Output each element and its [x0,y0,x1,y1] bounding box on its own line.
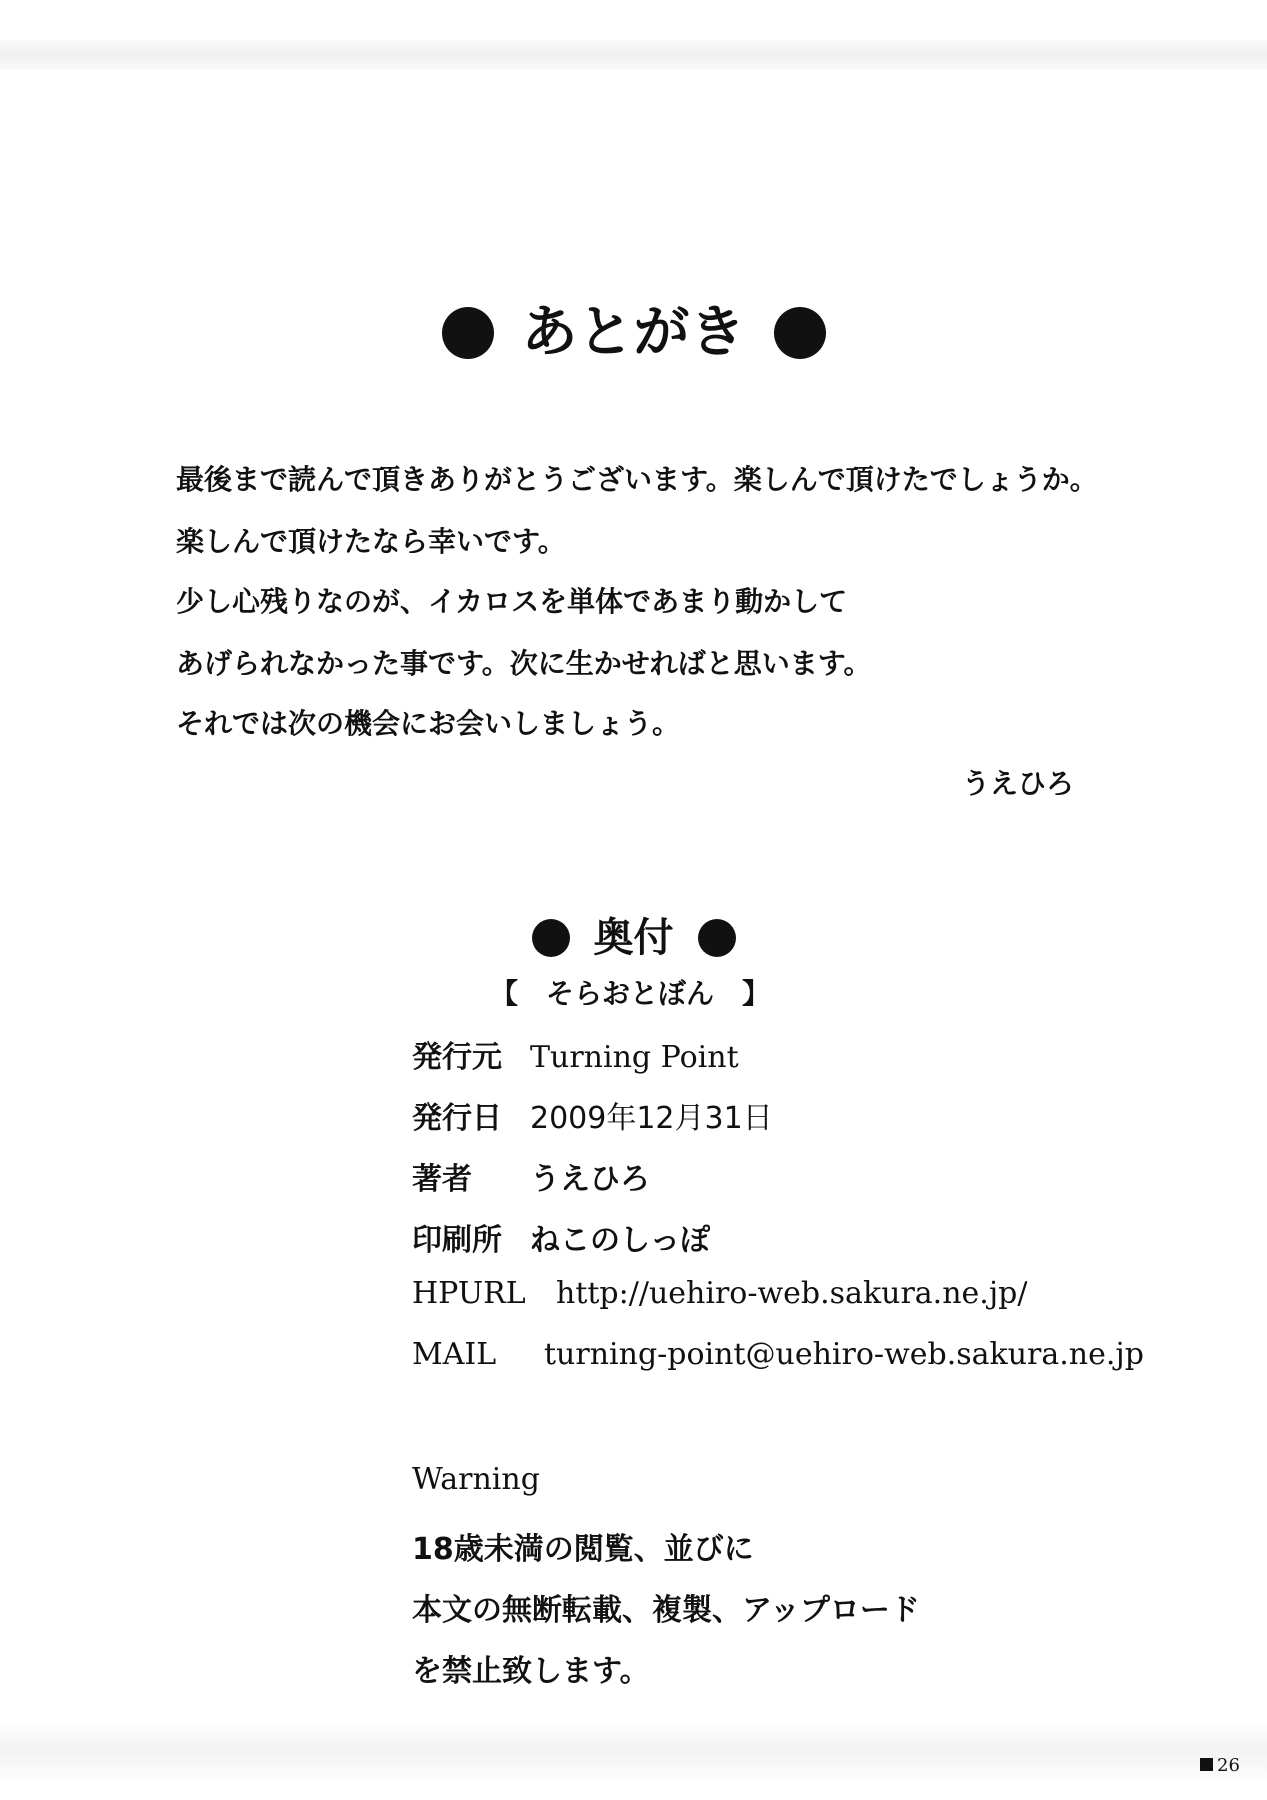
bullet-dot-icon [532,919,570,957]
row-label: 発行元 [412,1040,502,1075]
afterword-heading-text: あとがき [521,299,746,365]
colophon-heading-text: 奥付 [593,915,674,961]
afterword-line: あげられなかった事です。次に生かせればと思います。 [176,647,872,680]
afterword-line: それでは次の機会にお会いしましょう。 [176,707,681,740]
row-label: 印刷所 [412,1223,502,1258]
row-value: Turning Point [530,1040,739,1075]
warning-line: を禁止致します。 [412,1654,650,1689]
row-label: MAIL [412,1337,497,1372]
warning-line: 本文の無断転載、複製、アップロード [412,1593,920,1628]
colophon-heading [0,908,1267,966]
bullet-dot-icon [442,307,494,359]
book-title: 【 そらおとぼん 】 [490,977,771,1010]
page-number [1200,1755,1240,1776]
row-value: turning-point@uehiro-web.sakura.ne.jp [544,1337,1144,1372]
row-label: 著者 [412,1162,472,1197]
row-value: http://uehiro-web.sakura.ne.jp/ [556,1276,1028,1311]
colophon-row-mail [412,1337,1144,1372]
colophon-row-publisher [412,1032,739,1076]
colophon-row-printer [412,1215,710,1259]
colophon-row-date [412,1093,773,1137]
colophon-row-author [412,1154,650,1198]
page-number-text: 26 [1217,1755,1240,1776]
row-value: 2009年12月31日 [530,1101,773,1136]
row-value: ねこのしっぽ [530,1223,710,1258]
row-value: うえひろ [530,1162,650,1197]
afterword-line: 最後まで読んで頂きありがとうございます。楽しんで頂けたでしょうか。 [176,463,1098,496]
row-label: HPURL [412,1276,526,1311]
afterword-line: 楽しんで頂けたなら幸いです。 [176,525,566,558]
warning-title: Warning [412,1462,540,1497]
scan-shadow-top [0,40,1267,70]
afterword-line: 少し心残りなのが、イカロスを単体であまり動かして [176,585,848,618]
afterword-heading [0,290,1267,373]
afterword-signature: うえひろ [962,767,1075,800]
row-label: 発行日 [412,1101,502,1136]
scan-shadow-bottom [0,1722,1267,1777]
colophon-row-url [412,1276,1027,1311]
warning-line: 18歳未満の閲覧、並びに [412,1532,754,1567]
bullet-dot-icon [774,307,826,359]
bullet-dot-icon [698,919,736,957]
square-icon [1200,1758,1213,1771]
